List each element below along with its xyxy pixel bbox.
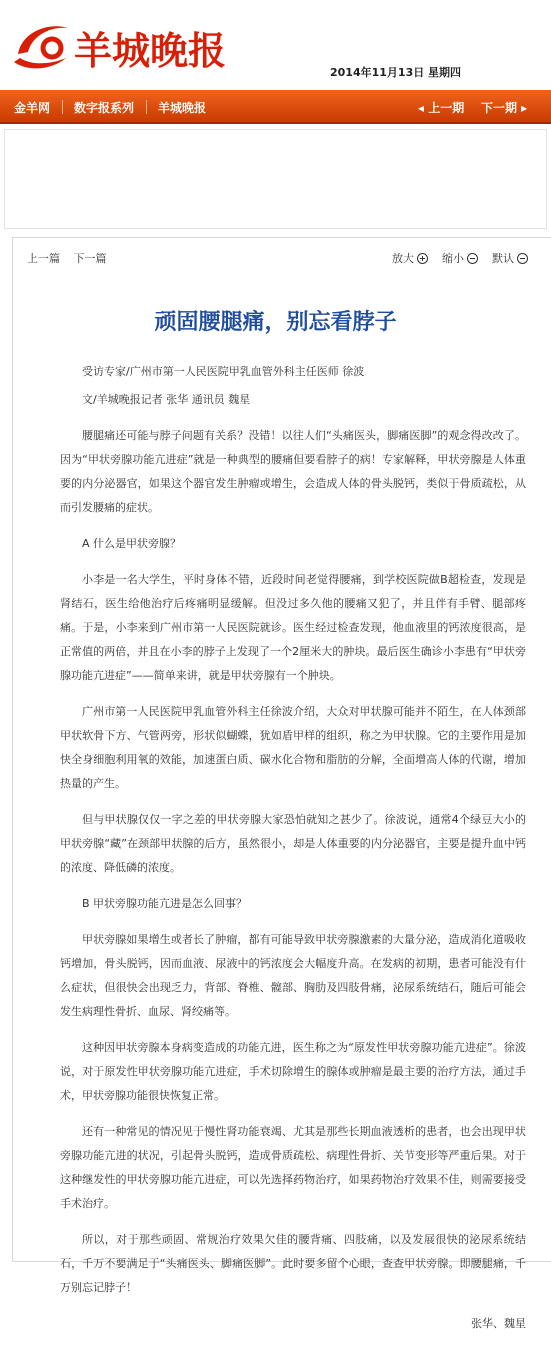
- nav-divider: [146, 100, 147, 114]
- article-paragraph: 但与甲状腺仅仅一字之差的甲状旁腺大家恐怕就知之甚少了。徐波说，通常4个绿豆大小的甲状旁腺“藏”在颈部甲状腺的后方，虽然很小，却是人体重要的内分泌器官，主要是提升血中钙的浓度、降低磷的浓度。: [60, 813, 526, 874]
- nav-divider: [62, 100, 63, 114]
- issue-date: 2014年11月13日 星期四: [330, 66, 462, 79]
- article-signature: 张华、魏星: [471, 1317, 526, 1330]
- zoom-default-label[interactable]: 默认: [492, 252, 514, 265]
- article-toolbar: [27, 250, 117, 266]
- article-paragraph: 这种因甲状旁腺本身病变造成的功能亢进，医生称之为“原发性甲状旁腺功能亢进症”。徐波说，对于原发性甲状旁腺功能亢进症，手术切除增生的腺体或肿瘤是最主要的治疗方法，通过手术，甲状旁腺功能很快恢复正常。: [60, 1041, 526, 1102]
- article-paragraph: 小李是一名大学生，平时身体不错，近段时间老觉得腰痛，到学校医院做B超检查，发现是肾结石，医生给他治疗后疼痛明显缓解。但没过多久他的腰痛又犯了，并且伴有手臂、腿部疼痛。于是，小李来到广州市第一人民医院就诊。医生经过检查发现，他血液里的钙浓度很高，是正常值的两倍，并且在小李的脖子上发现了一个2厘米大的肿块。最后医生确诊小李患有“甲状旁腺功能亢进症”——简单来讲，就是甲状旁腺有一个肿块。: [60, 573, 526, 682]
- zoom-out-icon[interactable]: [467, 253, 478, 264]
- section-heading: A 什么是甲状旁腺？: [82, 537, 182, 550]
- prev-edition-link[interactable]: 上一期: [428, 101, 465, 115]
- article-expert: 受访专家/广州市第一人民医院甲乳血管外科主任医师 徐波: [82, 365, 365, 378]
- article-paragraph: 腰腿痛还可能与脖子问题有关系？没错！以往人们“头痛医头，脚痛医脚”的观念得改改了。因为“甲状旁腺功能亢进症”就是一种典型的腰痛但要看脖子的病！专家解释，甲状旁腺是人体重要的内分泌器官，如果这个器官发生肿瘤或增生，会造成人体的骨头脱钙，类似于骨质疏松，从而引发腰痛的症状。: [60, 429, 526, 514]
- brand-wordmark: 羊城晚报: [74, 28, 227, 73]
- section-heading: B 甲状旁腺功能亢进是怎么回事？: [82, 897, 248, 910]
- article-title: 顽固腰腿痛，别忘看脖子: [154, 310, 397, 335]
- edition-nav: [418, 99, 527, 116]
- nav-item-jinyang[interactable]: 金羊网: [14, 101, 51, 115]
- page-header: [0, 0, 551, 90]
- nav-item-ycwb[interactable]: 羊城晚报: [158, 101, 207, 115]
- zoom-in-label[interactable]: 放大: [392, 252, 414, 265]
- banner-ad-area: [4, 129, 547, 229]
- article-paragraph: 广州市第一人民医院甲乳血管外科主任徐波介绍，大众对甲状腺可能并不陌生，在人体颈部甲状软骨下方、气管两旁，形状似蝴蝶，犹如盾甲样的组织，称之为甲状腺。它的主要作用是加快全身细胞利用氧的效能，加速蛋白质、碳水化合物和脂肪的分解，全面增高人体的代谢，增加热量的产生。: [60, 705, 526, 790]
- article-paragraph: 所以，对于那些顽固、常规治疗效果欠佳的腰背痛、四肢痛，以及发展很快的泌尿系统结石，千万不要满足于“头痛医头、脚痛医脚”。此时要多留个心眼，查查甲状旁腺。即腰腿痛，千万别忘记脖子！: [60, 1233, 526, 1294]
- article-paragraph: 还有一种常见的情况见于慢性肾功能衰竭、尤其是那些长期血液透析的患者，也会出现甲状旁腺功能亢进的状况，引起骨头脱钙，造成骨质疏松、病理性骨折、关节变形等严重后果。对于这种继发性的甲状旁腺功能亢进症，可以先选择药物治疗，如果药物治疗效果不佳，则需要接受手术治疗。: [60, 1125, 526, 1210]
- zoom-in-icon[interactable]: [417, 253, 428, 264]
- article-byline: 文/羊城晚报记者 张华 通讯员 魏星: [82, 393, 251, 406]
- zoom-out-label[interactable]: 缩小: [442, 252, 464, 265]
- next-article-link[interactable]: 下一篇: [73, 252, 107, 265]
- zoom-default-icon[interactable]: [517, 253, 528, 264]
- article-body: [60, 360, 526, 1348]
- yangcheng-evening-news-logo[interactable]: [8, 14, 238, 78]
- prev-edition-arrow-icon[interactable]: ◂: [418, 101, 425, 115]
- zoom-controls: [392, 250, 528, 266]
- prev-article-link[interactable]: 上一篇: [27, 252, 60, 265]
- top-nav-bar: [0, 90, 551, 124]
- next-edition-link[interactable]: 下一期: [480, 101, 517, 115]
- article-paragraph: 甲状旁腺如果增生或者长了肿瘤，都有可能导致甲状旁腺激素的大量分泌，造成消化道吸收钙增加，骨头脱钙，因而血液、尿液中的钙浓度会大幅度升高。在发病的初期，患者可能没有什么症状，但很快会出现乏力，背部、脊椎、髋部、胸肋及四肢骨痛，泌尿系统结石，随后可能会发生病理性骨折、血尿、肾绞痛等。: [60, 933, 526, 1018]
- nav-item-digital-series[interactable]: 数字报系列: [74, 101, 135, 115]
- next-edition-arrow-icon[interactable]: ▸: [521, 101, 528, 115]
